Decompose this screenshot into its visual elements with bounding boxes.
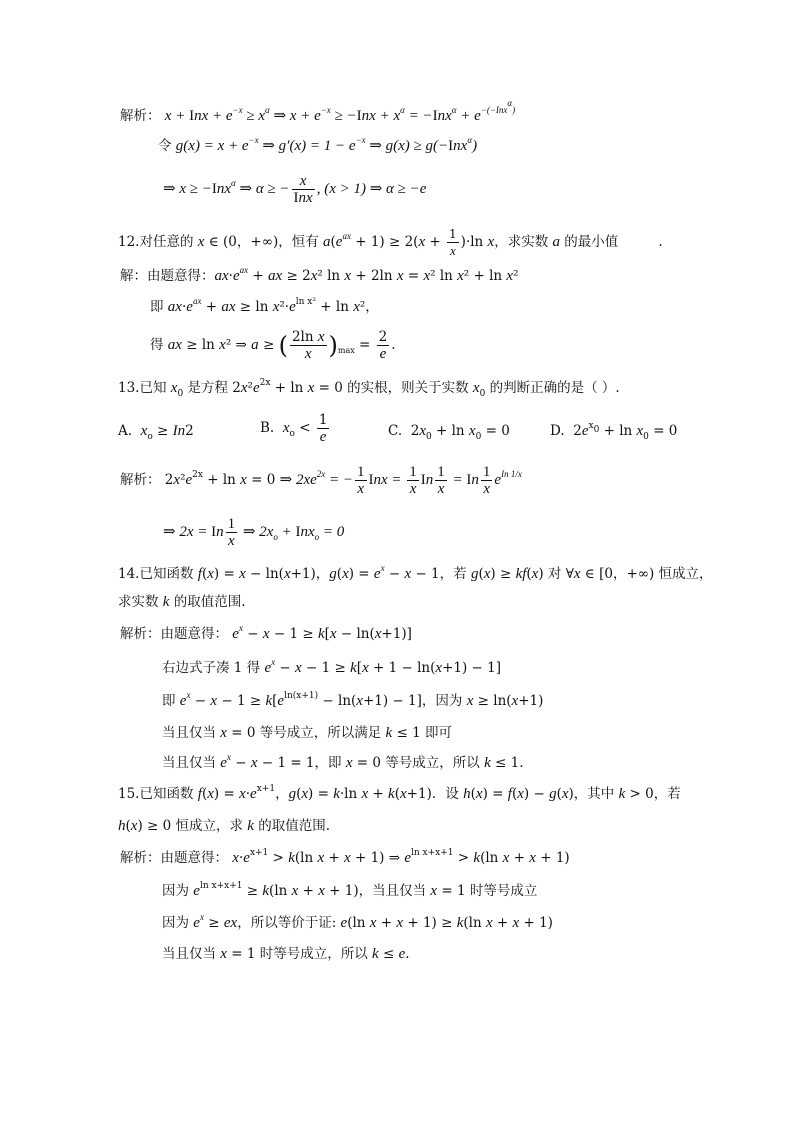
q13-option-c: C. $2x_0 + \ln x_0 = 0$ bbox=[388, 423, 510, 442]
q14-sol-line-3: 即 $e^x - x - 1 \ge k[e^{ln(x+1)} - \ln(x+1) - 1]$，因为 x ≥ ln(x+1) bbox=[162, 690, 544, 709]
q14-stem-2: 求实数 k 的取值范围. bbox=[118, 594, 246, 610]
q15-sol-line-4: 当且仅当 x = 1 时等号成立，所以 k ≤ e. bbox=[162, 946, 410, 962]
q13-number: 13. bbox=[118, 380, 140, 396]
q13-option-a-key: A. bbox=[118, 423, 133, 439]
s11-line-2 bbox=[158, 136, 477, 156]
q15-stem: 15.已知函数 $f(x) = x\cdot e^{x+1}$，g(x) = k·ln x + k(x+1)．设 h(x) = f(x) − g(x)，其中 k > 0，若 bbox=[118, 784, 681, 802]
q13-sol-line-1: 解析： $2x^2e^{2x} + \ln x = 0$ ⇒ $2xe^{2x}$ = − $\frac{1}{x}$ Inx = $\frac{1}{x}$ In $\frac{1}{x}$ = In $\frac{1}{x}$ $e^{In 1/x}$ bbox=[120, 464, 522, 498]
q12-sol-line-2: 即 $ax\cdot e^{ax}$ + ax ≥ $\ln x^2\cdot e^{ln x^2} + \ln x^2$， bbox=[150, 296, 379, 315]
q14-sol-label: 解析：由题意得： bbox=[120, 626, 228, 642]
s11-label: 解析： bbox=[120, 108, 161, 124]
s11-formula-1: x + Inx + $e^{-x} \ge x^\alpha$ ⇒ $x + e^{-x} \ge -Inx + x^\alpha = -Inx^\alpha + e^{-(-Inx^\alpha)}$ bbox=[164, 98, 516, 124]
q13-option-b: B. $x_o$ < $\frac{1}{e}$ bbox=[260, 412, 328, 445]
s11-line-1 bbox=[120, 98, 516, 126]
q15-stem-2: h(x) ≥ 0 恒成立，求 k 的取值范围. bbox=[118, 818, 331, 834]
q13-option-d-key: D. bbox=[550, 423, 565, 439]
q13-option-a: A. $x_o \ge In2$ bbox=[118, 423, 194, 442]
q15-sol-line-2: 因为 $e^{ln x+x+1} \ge k(\ln$ x + x + 1)，当且仅当 x = 1 时等号成立 bbox=[162, 881, 538, 899]
q14-stem: 14.已知函数 f(x) = x − ln(x+1)，$g(x) = e^x - x - 1$，若 g(x) ≥ kf(x) 对 ∀x ∈ [0，+∞) 恒成立， bbox=[118, 563, 713, 582]
q13-stem: 13.已知 $x_0$ 是方程 $2x^2e^{2x} + \ln x = 0$ 的实根，则关于实数 $x_0$ 的判断正确的是（ ）. bbox=[118, 378, 620, 399]
q15-number: 15. bbox=[118, 786, 140, 802]
q14-number: 14. bbox=[118, 566, 140, 582]
q12-sol-line-3: 得 ax ≥ ln x² ⇒ a ≥ ( $\frac{\text{2ln x}}{x}$ )$_{max}$ = $\frac{2}{e}$ . bbox=[150, 329, 396, 362]
q15-sol-label: 解析：由题意得： bbox=[120, 850, 228, 866]
q14-sol-line-1: 解析：由题意得： $e^x - x - 1 \ge k[x - \ln(x+1)]$ bbox=[120, 623, 412, 642]
s11-let: 令 bbox=[158, 138, 172, 154]
q15-sol-line-1: 解析：由题意得： $x\cdot e^{x+1} > k(\ln$ x + x + 1) ⇒ $e^{ln x+x+1} > k(\ln$ x + x + 1) bbox=[120, 848, 570, 866]
q13-sol-label: 解析： bbox=[120, 472, 161, 488]
q13-sol-line-2: ⇒ 2x = In $\frac{1}{x}$ ⇒ $2x_o + Inx_o = 0$ bbox=[163, 516, 345, 550]
q15-sol-line-3: 因为 $e^x$ ≥ ex，所以等价于证: e(ln x + x + 1) ≥ k(ln x + x + 1) bbox=[162, 912, 553, 931]
q12-sol-line-1: 解：由题意得：$ax\cdot e^{ax}$ + ax ≥ 2x² ln x + 2ln x = x² ln x² + ln x² bbox=[120, 265, 519, 284]
q12-stem: 12.对任意的 x ∈ (0，+∞)，恒有 $a(e^{ax} + 1) \ge 2(x$ + $\frac{1}{x}$ )·ln x，求实数 a 的最小值 . bbox=[118, 227, 663, 258]
q13-option-c-key: C. bbox=[388, 423, 403, 439]
q13-option-d: D. $2e^{x_0} + \ln x_0 = 0$ bbox=[550, 421, 678, 442]
q14-sol-line-4: 当且仅当 x = 0 等号成立，所以满足 k ≤ 1 即可 bbox=[162, 725, 452, 741]
q13-option-b-key: B. bbox=[260, 420, 275, 436]
s11-line-3 bbox=[163, 172, 426, 206]
s11-formula-3: ⇒ x ≥ −Inx$^\alpha$ ⇒ α ≥ − $\frac{x}{\text{Inx}}$ , (x > 1) ⇒ α ≥ −e bbox=[163, 173, 427, 207]
q14-sol-line-5: 当且仅当 $e^x - x - 1 = 1$，即 x = 0 等号成立，所以 k ≤ 1. bbox=[162, 752, 524, 771]
q14-sol-line-2: 右边式子凑 1 得 $e^x - x - 1 \ge k[x + 1 - \ln(x+1) - 1]$ bbox=[162, 657, 501, 676]
s11-formula-2: $g(x) = x + e^{-x}$ ⇒ $g'(x) = 1 - e^{-x}$ ⇒ g(x) ≥ g(−Inx$^\alpha$) bbox=[175, 135, 478, 154]
q12-number: 12. bbox=[118, 234, 140, 250]
